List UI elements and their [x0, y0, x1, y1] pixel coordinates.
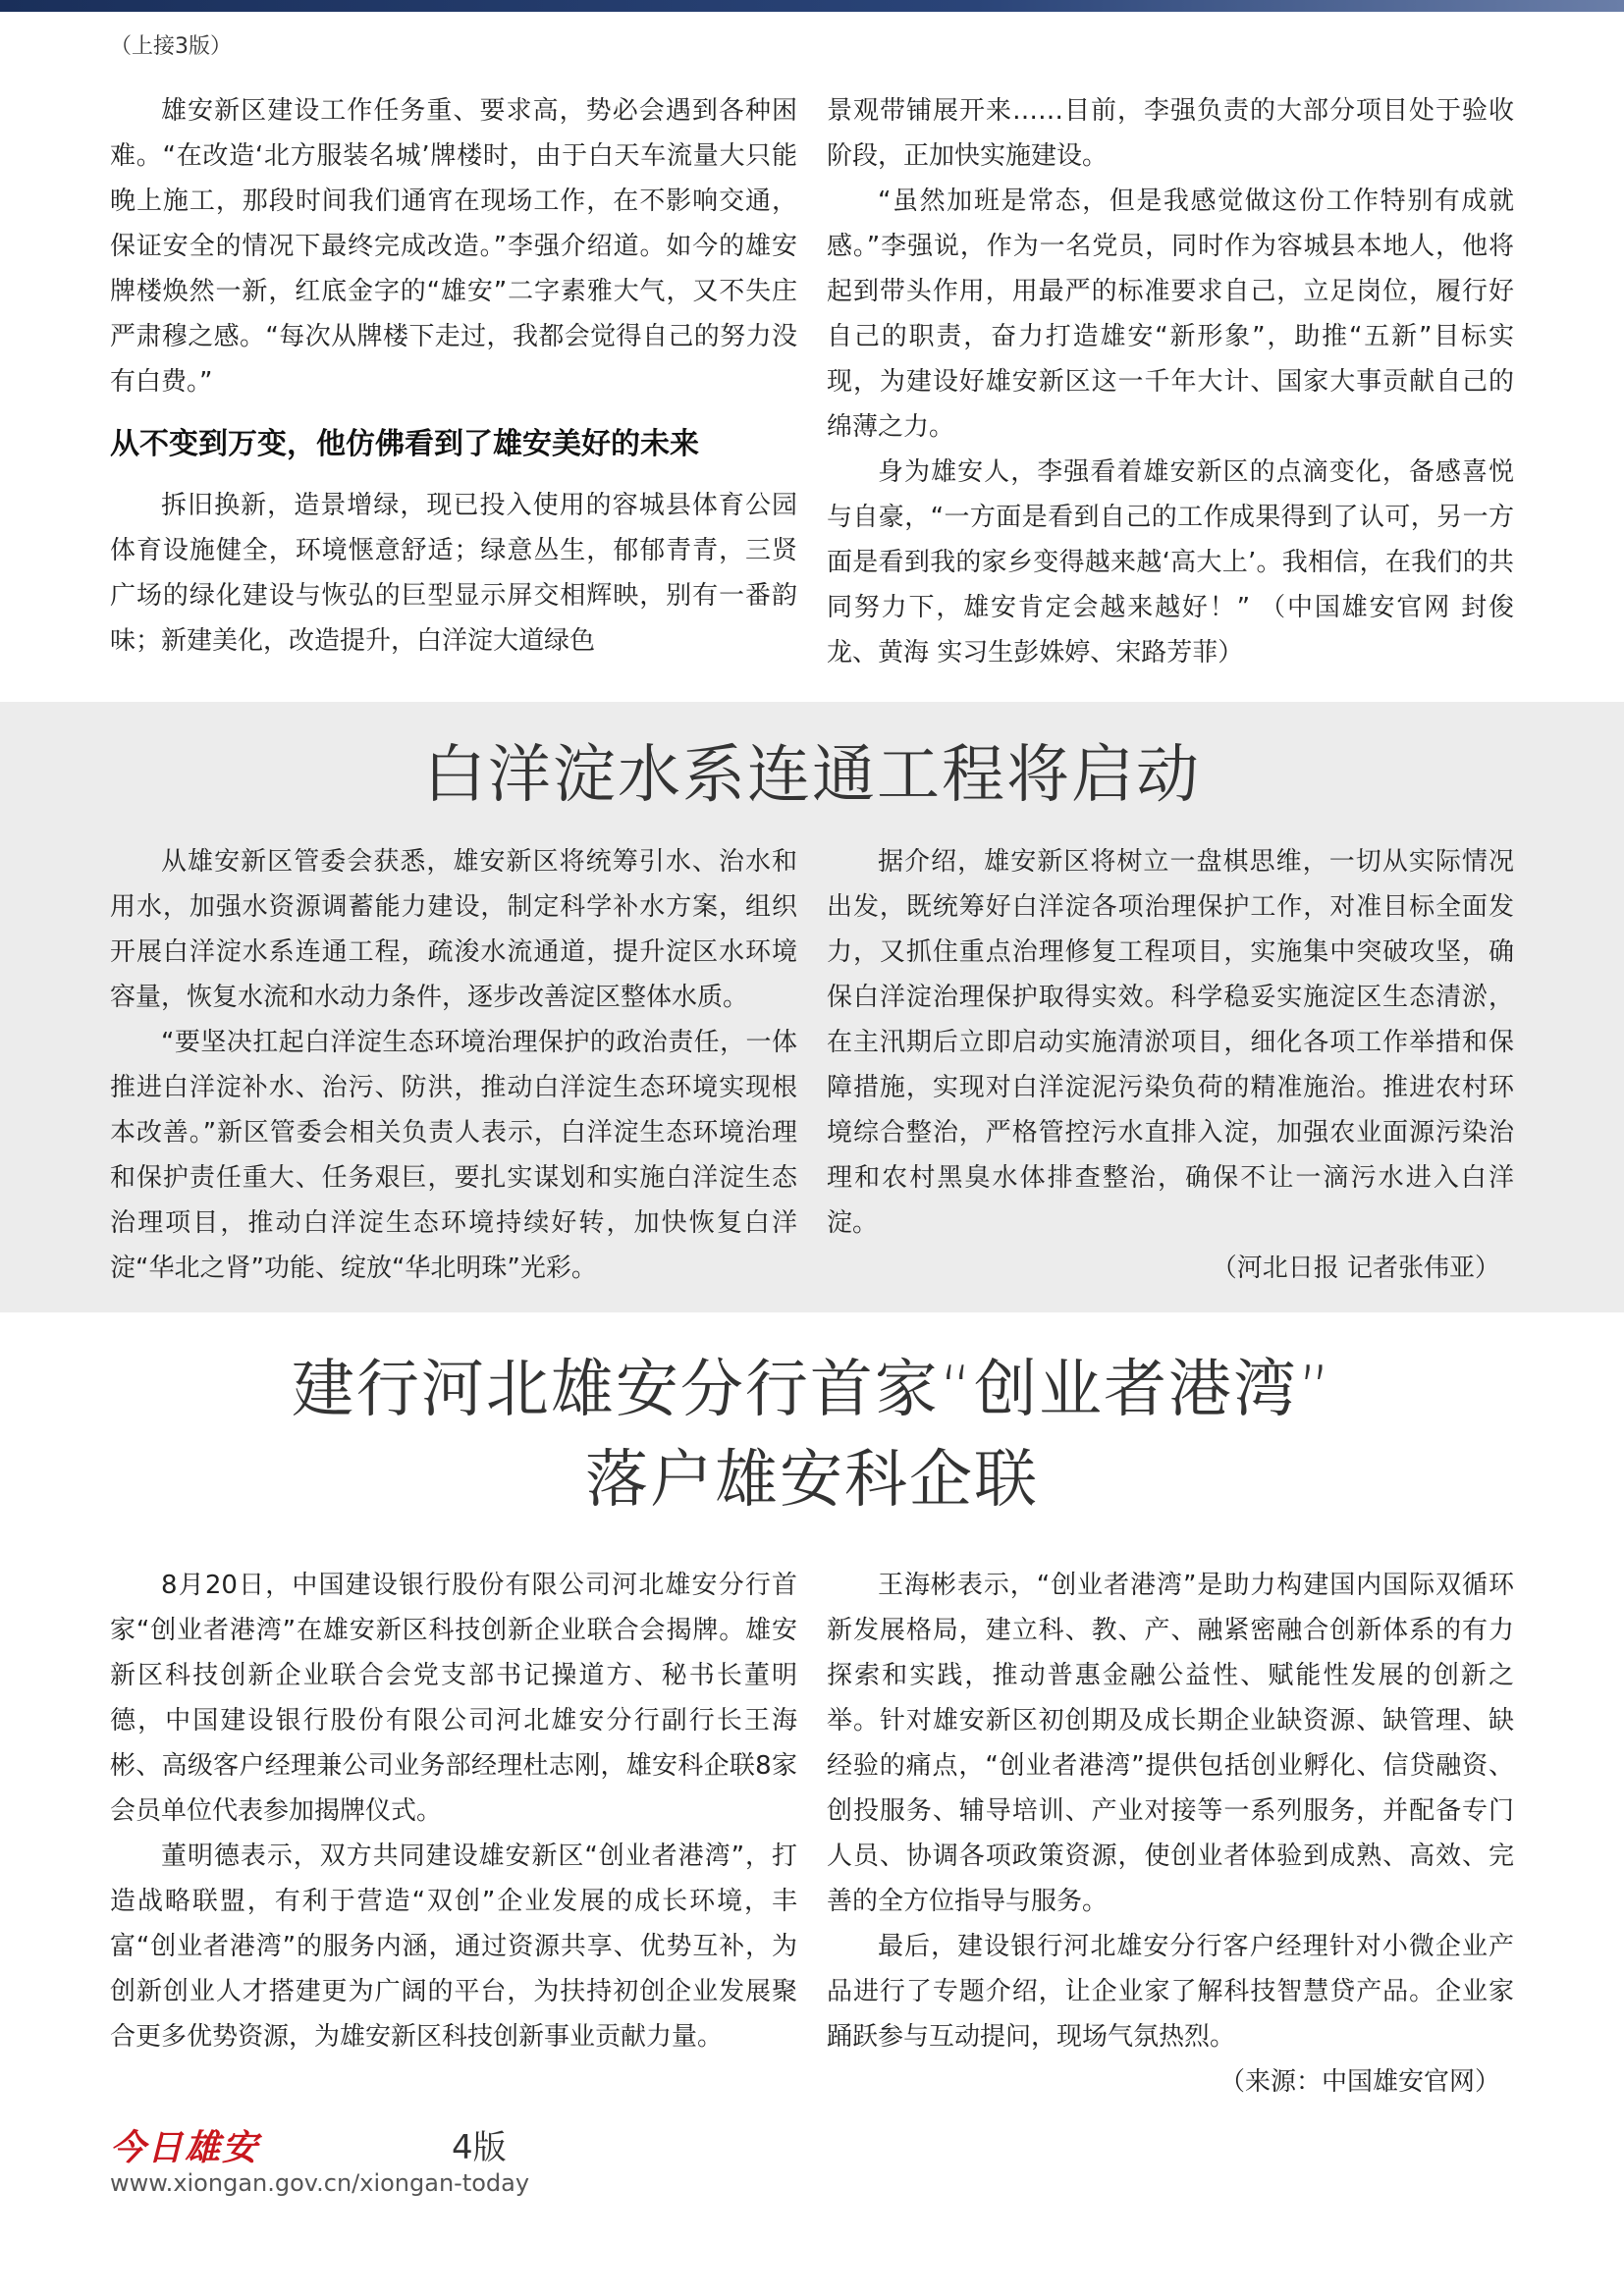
paragraph: 8月20日，中国建设银行股份有限公司河北雄安分行首家“创业者港湾”在雄安新区科技创新企业联合会揭牌。雄安新区科技创新企业联合会党支部书记操道方、秘书长董明德，中国建设银行股份有限公司河北雄安分行副行长王海彬、高级客户经理兼公司业务部经理杜志刚，雄安科企联8家会员单位代表参加揭牌仪式。 [110, 1571, 797, 1826]
publication-logo: 今日雄安 [110, 2127, 260, 2168]
paragraph: 据介绍，雄安新区将树立一盘棋思维，一切从实际情况出发，既统筹好白洋淀各项治理保护工作，对准目标全面发力，又抓住重点治理修复工程项目，实施集中突破攻坚，确保白洋淀治理保护取得实效。科学稳妥实施淀区生态清淤，在主汛期后立即启动实施清淤项目，细化各项工作举措和保障措施，实现对白洋淀泥污染负荷的精准施治。推进农村环境综合整治，严格管控污水直排入淀，加强农业面源污染治理和农村黑臭水体排查整治，确保不让一滴污水进入白洋淀。 [827, 847, 1514, 1238]
article-source: （河北日报 记者张伟亚） [1211, 1254, 1500, 1283]
paragraph: 身为雄安人，李强看着雄安新区的点滴变化，备感喜悦与自豪，“一方面是看到自己的工作成果得到了认可，另一方面是看到我的家乡变得越来越‘高大上’。我相信，在我们的共同努力下，雄安肯定会越来越好！” （中国雄安官网 封俊龙、黄海 实习生彭姝婷、宋路芳菲） [827, 457, 1514, 667]
section-a-left-column [110, 88, 797, 664]
paragraph: 从雄安新区管委会获悉，雄安新区将统筹引水、治水和用水，加强水资源调蓄能力建设，制定科学补水方案，组织开展白洋淀水系连通工程，疏浚水流通道，提升淀区水环境容量，恢复水流和水动力条件，逐步改善淀区整体水质。 [110, 847, 797, 1012]
paragraph: 景观带铺展开来……目前，李强负责的大部分项目处于验收阶段，正加快实施建设。 [827, 96, 1514, 171]
paragraph: 拆旧换新，造景增绿，现已投入使用的容城县体育公园体育设施健全，环境惬意舒适；绿意丛生，郁郁青青，三贤广场的绿化建设与恢弘的巨型显示屏交相辉映，别有一番韵味；新建美化，改造提升，白洋淀大道绿色 [110, 491, 797, 656]
continued-label: （上接3版） [110, 34, 232, 59]
section-subheading: 从不变到万变，他仿佛看到了雄安美好的未来 [110, 427, 699, 461]
article-title: 白洋淀水系连通工程将启动 [423, 739, 1201, 812]
top-color-bar [0, 0, 1624, 12]
article-title-line-2: 落户雄安科企联 [585, 1444, 1039, 1517]
article-source: （来源：中国雄安官网） [1218, 2067, 1500, 2097]
paragraph: 雄安新区建设工作任务重、要求高，势必会遇到各种困难。“在改造‘北方服装名城’牌楼时，由于白天车流量大只能晚上施工，那段时间我们通宵在现场工作，在不影响交通，保证安全的情况下最终完成改造。”李强介绍道。如今的雄安牌楼焕然一新，红底金字的“雄安”二字素雅大气，又不失庄严肃穆之感。“每次从牌楼下走过，我都会觉得自己的努力没有白费。” [110, 96, 797, 397]
article-title [0, 1345, 1624, 1525]
paragraph: “虽然加班是常态，但是我感觉做这份工作特别有成就感。”李强说，作为一名党员，同时作为容城县本地人，他将起到带头作用，用最严的标准要求自己，立足岗位，履行好自己的职责，奋力打造雄安“新形象”，助推“五新”目标实现，为建设好雄安新区这一千年大计、国家大事贡献自己的绵薄之力。 [827, 187, 1514, 442]
page-number: 4版 [452, 2128, 507, 2167]
section-c-left-column [110, 1563, 797, 2059]
paragraph: 王海彬表示，“创业者港湾”是助力构建国内国际双循环新发展格局，建立科、教、产、融紧密融合创新体系的有力探索和实践，推动普惠金融公益性、赋能性发展的创新之举。针对雄安新区初创期及成长期企业缺资源、缺管理、缺经验的痛点，“创业者港湾”提供包括创业孵化、信贷融资、创投服务、辅导培训、产业对接等一系列服务，并配备专门人员、协调各项政策资源，使创业者体验到成熟、高效、完善的全方位指导与服务。 [827, 1571, 1514, 1916]
section-b-right-column [827, 839, 1514, 1291]
section-a-right-column [827, 88, 1514, 675]
section-c-right-column [827, 1563, 1514, 2105]
footer-url[interactable]: www.xiongan.gov.cn/xiongan-today [110, 2169, 530, 2197]
paragraph: “要坚决扛起白洋淀生态环境治理保护的政治责任，一体推进白洋淀补水、治污、防洪，推动白洋淀生态环境实现根本改善。”新区管委会相关负责人表示，白洋淀生态环境治理和保护责任重大、任务艰巨，要扎实谋划和实施白洋淀生态治理项目，推动白洋淀生态环境持续好转，加快恢复白洋淀“华北之肾”功能、绽放“华北明珠”光彩。 [110, 1028, 797, 1283]
paragraph: 最后，建设银行河北雄安分行客户经理针对小微企业产品进行了专题介绍，让企业家了解科技智慧贷产品。企业家踊跃参与互动提问，现场气氛热烈。 [827, 1932, 1514, 2052]
paragraph: 董明德表示，双方共同建设雄安新区“创业者港湾”，打造战略联盟，有利于营造“双创”企业发展的成长环境，丰富“创业者港湾”的服务内涵，通过资源共享、优势互补，为创新创业人才搭建更为广阔的平台，为扶持初创企业发展聚合更多优势资源，为雄安新区科技创新事业贡献力量。 [110, 1842, 797, 2052]
section-b-left-column [110, 839, 797, 1291]
article-title-line-1: 建行河北雄安分行首家“创业者港湾” [291, 1354, 1333, 1426]
